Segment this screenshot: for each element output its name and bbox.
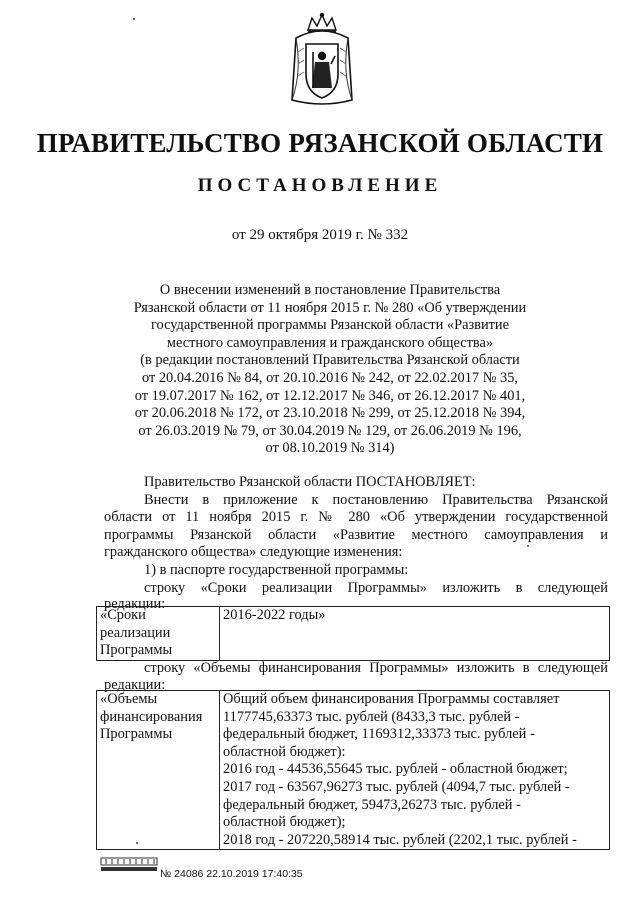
table-cell-label: «Объемы финансирования Программы (97, 691, 220, 850)
table-program-terms (96, 606, 610, 661)
table-cell-value (220, 691, 610, 850)
document-subject (110, 282, 550, 458)
resolves-paragraph: Правительство Рязанской области ПОСТАНОВЛЯЕТ: (144, 474, 476, 490)
funding-line: федеральный бюджет, 1169312,33373 тыс. рублей - (223, 726, 535, 743)
coat-of-arms-emblem (286, 12, 358, 108)
subject-line: О внесении изменений в постановление Правительства (159, 282, 501, 298)
subject-line: местного самоуправления и гражданского общества» (166, 334, 494, 351)
row-instruction: строку «Объемы финансирования Программы» изложить в следующей (144, 660, 608, 676)
subject-line: Рязанской области от 11 ноября 2015 г. № 280 «Об утверждении (133, 299, 527, 316)
funding-line: областной бюджет): (223, 743, 346, 760)
funding-line: 2016 год - 44536,55645 тыс. рублей - областной бюджет; (223, 761, 568, 778)
funding-line: 1177745,63373 тыс. рублей (8433,3 тыс. рублей - (223, 708, 520, 725)
subject-line: от 08.10.2019 № 314) (265, 440, 395, 457)
government-title: ПРАВИТЕЛЬСТВО РЯЗАНСКОЙ ОБЛАСТИ (36, 128, 604, 158)
row-instruction-cont: редакции: (104, 676, 166, 693)
intro-line: Внести в приложение к постановлению Правительства Рязанской (144, 491, 608, 508)
table-program-funding (96, 690, 610, 850)
funding-line: Общий объем финансирования Программы составляет (223, 691, 560, 707)
table-cell-value: 2016-2022 годы» (220, 607, 610, 661)
scan-speck (133, 18, 135, 20)
subject-line: от 19.07.2017 № 162, от 12.12.2017 № 346, от 26.12.2017 № 401, (134, 387, 526, 404)
row-2-instruction (104, 660, 608, 692)
subject-line: от 26.03.2019 № 79, от 30.04.2019 № 129, от 26.06.2019 № 196, (138, 422, 522, 439)
table-cell-label: «Сроки реализации Программы (97, 607, 220, 661)
funding-line: областной бюджет); (223, 814, 346, 831)
subject-line: (в редакции постановлений Правительства Рязанской области (140, 352, 520, 369)
funding-line: 2017 год - 63567,96273 тыс. рублей (4094,7 тыс. рублей - (223, 778, 570, 795)
table-row (97, 691, 610, 850)
subject-line: от 20.04.2016 № 84, от 20.10.2016 № 242, от 22.02.2017 № 35, (141, 369, 519, 386)
row-instruction: строку «Сроки реализации Программы» изложить в следующей (144, 579, 608, 596)
document-type: ПОСТАНОВЛЕНИЕ (197, 175, 443, 196)
subject-line: от 20.06.2018 № 172, от 23.10.2018 № 299, от 25.12.2018 № 394, (134, 405, 526, 422)
intro-line: гражданского общества» следующие изменения: (104, 544, 403, 561)
document-date-number: от 29 октября 2019 г. № 332 (231, 227, 409, 243)
registration-stamp: № 24086 22.10.2019 17:40:35 (160, 868, 303, 880)
scan-speck (527, 545, 529, 547)
subject-line: государственной программы Рязанской области «Развитие (150, 317, 510, 334)
resolution-body (104, 474, 608, 611)
intro-line: программы Рязанской области «Развитие местного самоуправления и (104, 526, 608, 543)
row-instruction-cont: редакции: (104, 596, 166, 613)
funding-line: 2018 год - 207220,58914 тыс. рублей (2202,1 тыс. рублей - (223, 831, 577, 848)
intro-line: области от 11 ноября 2015 г. № 280 «Об утверждении государственной (104, 509, 608, 526)
scan-speck (136, 842, 138, 844)
funding-line: федеральный бюджет, 59473,26273 тыс. рублей - (223, 796, 521, 813)
table-row (97, 607, 610, 661)
footer-building-logo (100, 856, 158, 872)
item-1: 1) в паспорте государственной программы: (144, 561, 409, 578)
